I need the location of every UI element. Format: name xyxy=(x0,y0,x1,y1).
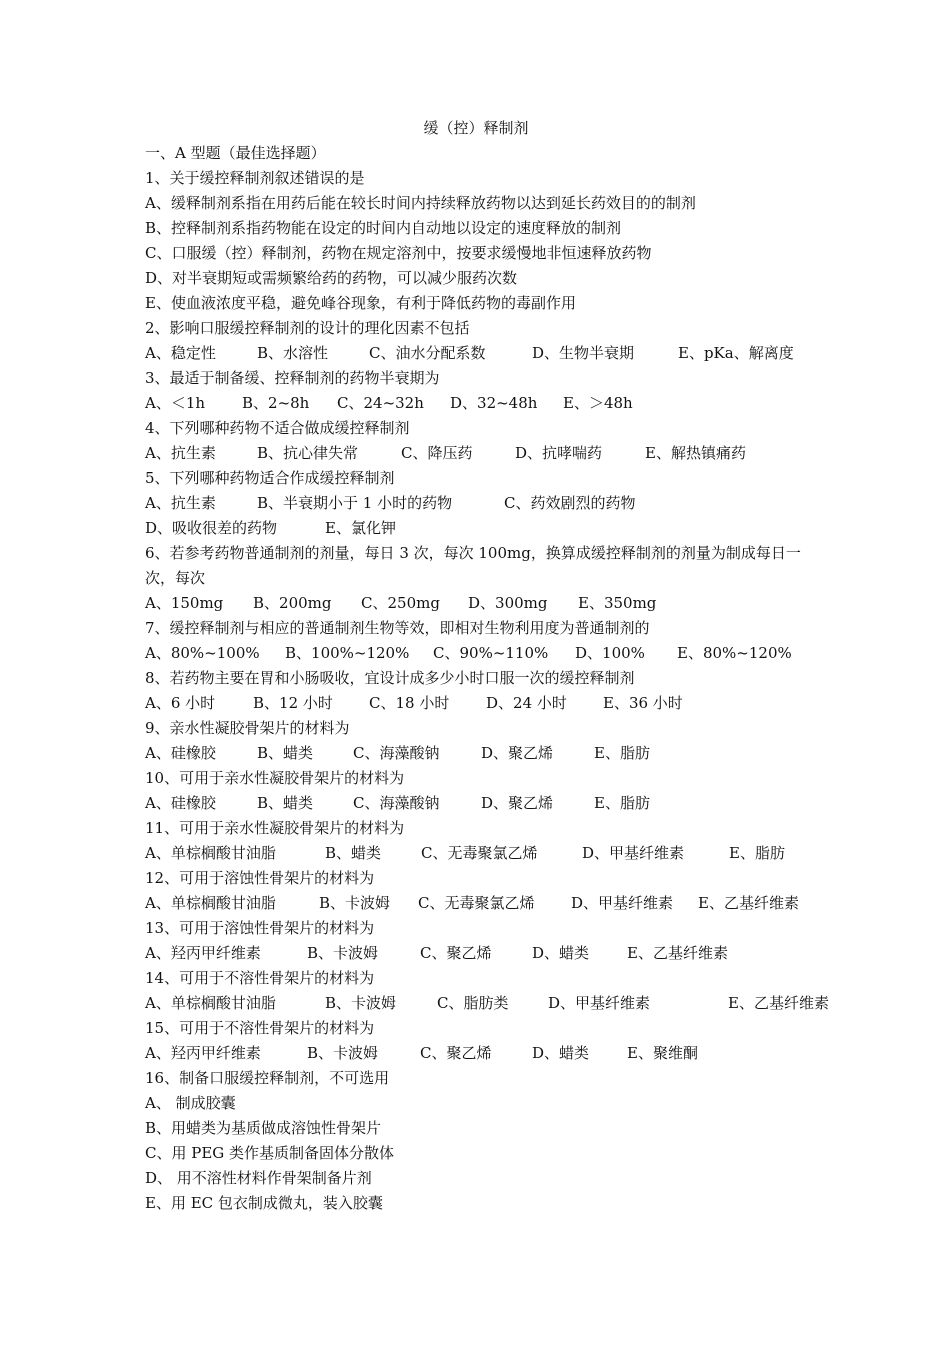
option-row xyxy=(145,191,825,216)
option-row xyxy=(145,591,825,616)
question-stem: 5、下列哪种药物适合作成缓控释制剂 xyxy=(145,469,395,487)
answer-option: B、200mg xyxy=(253,594,332,612)
answer-option: C、无毒聚氯乙烯 xyxy=(418,894,535,912)
answer-option: B、蜡类 xyxy=(257,744,314,762)
answer-option: B、卡波姆 xyxy=(307,1044,379,1062)
option-row xyxy=(145,291,825,316)
answer-option: E、乙基纤维素 xyxy=(627,944,728,962)
answer-option: B、100%~120% xyxy=(285,644,410,662)
answer-option: C、90%~110% xyxy=(433,644,549,662)
answer-option: C、无毒聚氯乙烯 xyxy=(421,844,538,862)
answer-option: B、控释制剂系指药物能在设定的时间内自动地以设定的速度释放的制剂 xyxy=(145,219,622,237)
option-row xyxy=(145,1116,825,1141)
answer-option: A、 制成胶囊 xyxy=(145,1094,236,1112)
answer-option: E、脂肪 xyxy=(729,844,785,862)
answer-option: C、海藻酸钠 xyxy=(353,794,440,812)
question-stem: 2、影响口服缓控释制剂的设计的理化因素不包括 xyxy=(145,319,470,337)
question-stem: 3、最适于制备缓、控释制剂的药物半衰期为 xyxy=(145,369,440,387)
answer-option: B、半衰期小于 1 小时的药物 xyxy=(257,494,453,512)
question-stem: 8、若药物主要在胃和小肠吸收，宜设计成多少小时口服一次的缓控释制剂 xyxy=(145,669,635,687)
answer-option: B、12 小时 xyxy=(253,694,333,712)
answer-option: E、用 EC 包衣制成微丸，装入胶囊 xyxy=(145,1194,383,1212)
question-stem: 16、制备口服缓控释制剂，不可选用 xyxy=(145,1069,390,1087)
answer-option: A、羟丙甲纤维素 xyxy=(145,1044,261,1062)
answer-option: D、 用不溶性材料作骨架制备片剂 xyxy=(145,1169,372,1187)
answer-option: D、300mg xyxy=(468,594,548,612)
answer-option: C、油水分配系数 xyxy=(369,344,486,362)
option-row xyxy=(145,891,825,916)
answer-option: E、聚维酮 xyxy=(627,1044,698,1062)
answer-option: C、18 小时 xyxy=(369,694,450,712)
answer-option: C、口服缓（控）释制剂，药物在规定溶剂中，按要求缓慢地非恒速释放药物 xyxy=(145,244,652,262)
answer-option: D、甲基纤维素 xyxy=(582,844,685,862)
option-row xyxy=(145,1166,825,1191)
answer-option: D、蜡类 xyxy=(532,944,590,962)
option-row xyxy=(145,1141,825,1166)
question-stem: 10、可用于亲水性凝胶骨架片的材料为 xyxy=(145,769,405,787)
answer-option: A、抗生素 xyxy=(145,444,216,462)
answer-option: E、解热镇痛药 xyxy=(645,444,746,462)
option-row xyxy=(145,941,825,966)
option-row xyxy=(145,216,825,241)
answer-option: A、羟丙甲纤维素 xyxy=(145,944,261,962)
answer-option: A、缓释制剂系指在用药后能在较长时间内持续释放药物以达到延长药效目的的制剂 xyxy=(145,194,696,212)
option-row xyxy=(145,491,825,516)
answer-option: D、甲基纤维素 xyxy=(548,994,651,1012)
answer-option: A、150mg xyxy=(145,594,224,612)
answer-option: A、6 小时 xyxy=(145,694,216,712)
option-row xyxy=(145,266,825,291)
answer-option: C、药效剧烈的药物 xyxy=(504,494,636,512)
answer-option: D、蜡类 xyxy=(532,1044,590,1062)
question-stem: 12、可用于溶蚀性骨架片的材料为 xyxy=(145,869,375,887)
option-row xyxy=(145,691,825,716)
answer-option: B、蜡类 xyxy=(325,844,382,862)
document-title: 缓（控）释制剂 xyxy=(423,119,529,137)
answer-option: D、聚乙烯 xyxy=(481,744,554,762)
answer-option: A、＜1h xyxy=(145,394,206,412)
answer-option: B、抗心律失常 xyxy=(257,444,359,462)
option-row xyxy=(145,1041,825,1066)
option-row xyxy=(145,641,825,666)
answer-option: A、稳定性 xyxy=(145,344,216,362)
answer-option: E、脂肪 xyxy=(594,744,650,762)
question-stem: 4、下列哪种药物不适合做成缓控释制剂 xyxy=(145,419,410,437)
option-row xyxy=(145,1091,825,1116)
answer-option: B、卡波姆 xyxy=(319,894,391,912)
option-row xyxy=(145,841,825,866)
answer-option: A、80%~100% xyxy=(145,644,260,662)
question-stem: 1、关于缓控释制剂叙述错误的是 xyxy=(145,169,365,187)
option-row xyxy=(145,791,825,816)
answer-option: D、聚乙烯 xyxy=(481,794,554,812)
question-stem: 13、可用于溶蚀性骨架片的材料为 xyxy=(145,919,375,937)
answer-option: A、硅橡胶 xyxy=(145,744,216,762)
option-row xyxy=(145,441,825,466)
answer-option: D、24 小时 xyxy=(486,694,567,712)
answer-option: B、水溶性 xyxy=(257,344,329,362)
option-row xyxy=(145,991,829,1016)
answer-option: C、聚乙烯 xyxy=(420,1044,492,1062)
answer-option: E、乙基纤维素 xyxy=(728,994,829,1012)
answer-option: C、降压药 xyxy=(401,444,473,462)
answer-option: B、用蜡类为基质做成溶蚀性骨架片 xyxy=(145,1119,382,1137)
answer-option: D、抗哮喘药 xyxy=(515,444,603,462)
answer-option: A、硅橡胶 xyxy=(145,794,216,812)
answer-option: E、使血液浓度平稳，避免峰谷现象，有利于降低药物的毒副作用 xyxy=(145,294,576,312)
section-heading: 一、A 型题（最佳选择题） xyxy=(145,144,326,162)
option-row xyxy=(145,741,825,766)
answer-option: E、36 小时 xyxy=(603,694,683,712)
answer-option: E、乙基纤维素 xyxy=(698,894,799,912)
answer-option: C、250mg xyxy=(361,594,440,612)
question-stem: 6、若参考药物普通制剂的剂量，每日 3 次，每次 100mg，换算成缓控释制剂的剂量为制成每日一次，每次 xyxy=(145,544,801,587)
answer-option: E、pKa、解离度 xyxy=(678,344,794,362)
answer-option: C、聚乙烯 xyxy=(420,944,492,962)
answer-option: B、卡波姆 xyxy=(307,944,379,962)
answer-option: D、100% xyxy=(575,644,645,662)
answer-option: B、蜡类 xyxy=(257,794,314,812)
answer-option: A、单棕榈酸甘油脂 xyxy=(145,844,276,862)
answer-option: D、甲基纤维素 xyxy=(571,894,674,912)
answer-option: E、350mg xyxy=(578,594,657,612)
answer-option: E、80%~120% xyxy=(677,644,792,662)
answer-option: D、32~48h xyxy=(450,394,538,412)
answer-option: C、用 PEG 类作基质制备固体分散体 xyxy=(145,1144,395,1162)
question-stem: 15、可用于不溶性骨架片的材料为 xyxy=(145,1019,375,1037)
option-row xyxy=(145,391,825,416)
answer-option: D、吸收很差的药物 xyxy=(145,519,278,537)
answer-option: B、卡波姆 xyxy=(325,994,397,1012)
question-stem: 11、可用于亲水性凝胶骨架片的材料为 xyxy=(145,819,405,837)
answer-option: C、海藻酸钠 xyxy=(353,744,440,762)
answer-option: E、＞48h xyxy=(563,394,633,412)
option-row xyxy=(145,1191,825,1216)
answer-option: E、脂肪 xyxy=(594,794,650,812)
answer-option: D、生物半衰期 xyxy=(532,344,635,362)
answer-option: D、对半衰期短或需频繁给药的药物，可以减少服药次数 xyxy=(145,269,518,287)
option-row xyxy=(145,341,825,366)
question-stem: 9、亲水性凝胶骨架片的材料为 xyxy=(145,719,350,737)
question-stem: 14、可用于不溶性骨架片的材料为 xyxy=(145,969,375,987)
answer-option: C、脂肪类 xyxy=(437,994,509,1012)
document-body xyxy=(145,141,829,1216)
answer-option: A、单棕榈酸甘油脂 xyxy=(145,994,276,1012)
question-stem: 7、缓控释制剂与相应的普通制剂生物等效，即相对生物利用度为普通制剂的 xyxy=(145,619,650,637)
option-row xyxy=(145,241,825,266)
answer-option: C、24~32h xyxy=(337,394,424,412)
answer-option: E、氯化钾 xyxy=(325,519,396,537)
answer-option: A、抗生素 xyxy=(145,494,216,512)
option-row xyxy=(145,516,825,541)
answer-option: A、单棕榈酸甘油脂 xyxy=(145,894,276,912)
answer-option: B、2~8h xyxy=(242,394,310,412)
